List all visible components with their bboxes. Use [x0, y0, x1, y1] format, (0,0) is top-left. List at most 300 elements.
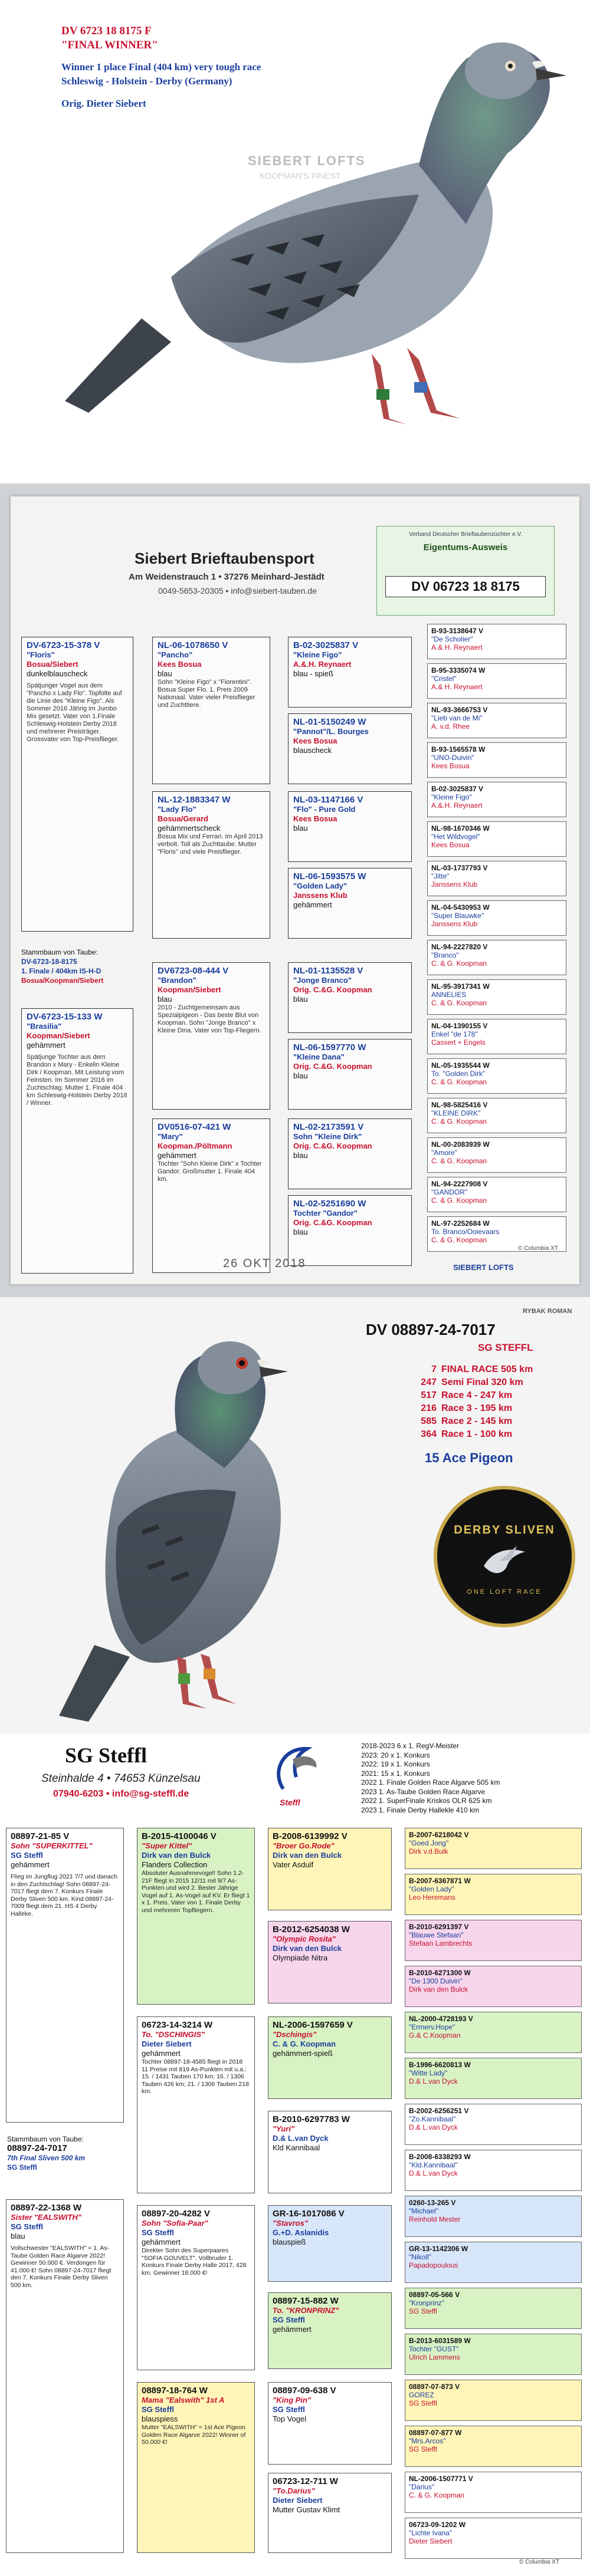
gggp-box: [427, 979, 566, 1015]
gp-name: "Brandon": [158, 976, 196, 985]
gp-box: [152, 962, 270, 1110]
ggp-color: gehämmert-spieß: [273, 2049, 333, 2058]
sire-owner: SG Steffl: [11, 1851, 43, 1860]
steffl-gp-box: [137, 2205, 255, 2370]
gggp-box: [427, 861, 566, 896]
achievement: 2023 1. Finale Derby Hallekle 410 km: [361, 1805, 480, 1814]
steffl-ggp-box: [268, 2111, 392, 2193]
gp-color: gehämmertscheck: [158, 824, 221, 833]
gggp-box: [427, 821, 566, 857]
ggp-box: [288, 962, 412, 1033]
gggp-name: "Kld.Kannibaal": [409, 2161, 458, 2169]
hero-ring: DV 6723 18 8175 F: [61, 25, 152, 37]
gggp-owner: C. & G. Koopman: [409, 2491, 465, 2499]
gggp-box: [427, 782, 566, 817]
gggp-name: "Lichte Ivana": [409, 2529, 453, 2537]
ggp-owner: Dieter Siebert: [273, 2496, 323, 2505]
dam-ring: 08897-22-1368 W: [11, 2203, 82, 2213]
steffl-copyright: © Columbia XT: [519, 2559, 559, 2565]
siebert-address: Am Weidenstrauch 1 • 37276 Meinhard-Jestädt: [129, 572, 324, 582]
ggp-name: "Yuri": [273, 2124, 295, 2133]
dam-text: Vollschwester "EALSWITH" = 1. As-Taube Golden Race Algarve 2022! Gewinner 50.000 €. Verdongen für 41.000 €! Sohn 08897-24-7017 fliegt den 7. Konkurs Finale Derby Sliven 500 km.: [11, 2245, 112, 2289]
gp-ring: NL-12-1883347 W: [158, 795, 231, 805]
dam-name: Sister "EALSWITH": [11, 2213, 81, 2222]
gggp-box: [427, 703, 566, 738]
ggp-color: blau - spieß: [293, 669, 333, 678]
gggp-name: "Mrs.Arcos": [409, 2437, 446, 2445]
badge-pigeon-icon: [481, 1544, 527, 1580]
gp-ring: B-2015-4100046 V: [142, 1831, 217, 1841]
gp-name: "Pancho": [158, 650, 193, 659]
gggp-box: [405, 2380, 582, 2421]
gp-owner: Koopman/Siebert: [158, 985, 221, 994]
gp-ring: DV6723-08-444 V: [158, 966, 229, 976]
siebert-title: Siebert Brieftaubensport: [135, 550, 314, 567]
gp-color: gehämmert: [142, 2049, 181, 2058]
gggp-box: [405, 2058, 582, 2099]
dam-name: "Brasilia": [27, 1022, 62, 1031]
ggp-box: [288, 713, 412, 784]
gp-text: 2010 - Zuchtgemeinsam aus Spezialpigeon - Das beste Blut von Koopman. Sohn "Jonge Branco" x Kleine Dina. Vater von Top-Fliegern.: [158, 1004, 261, 1034]
ggp-name: "To.Darius": [273, 2486, 315, 2495]
ggp-ring: 08897-15-882 W: [273, 2296, 339, 2306]
ggp-color: Olympiade Nitra: [273, 1953, 328, 1962]
gggp-box: [405, 1920, 582, 1961]
steffl-ggp-box: [268, 2205, 392, 2282]
gggp-ring: B-2007-6218042 V: [409, 1831, 469, 1839]
ggp-ring: B-02-3025837 V: [293, 640, 359, 650]
ggp-owner: Kees Bosua: [293, 814, 337, 823]
ggp-ring: NL-2006-1597659 V: [273, 2020, 353, 2030]
steffl-ggp-box: [268, 2292, 392, 2369]
gggp-ring: NL-94-2227820 V: [431, 943, 488, 951]
ggp-owner: A.&.H. Reynaert: [293, 660, 352, 669]
gggp-name: "KLEINE DIRK": [431, 1109, 481, 1117]
gggp-name: To. "Golden Dirk": [431, 1070, 486, 1078]
gggp-name: "UNO-Duivin": [431, 754, 474, 762]
achievement: 2023 1. As-Taube Golden Race Algarve: [361, 1787, 486, 1796]
gggp-ring: NL-05-1935544 W: [431, 1061, 490, 1070]
ggp-name: "Broer Go.Rode": [273, 1841, 335, 1850]
ggp-box: [288, 1039, 412, 1110]
ggp-color: Kld Kannibaal: [273, 2143, 320, 2152]
gp-ring: DV0516-07-421 W: [158, 1122, 231, 1132]
gp-owner: SG Steffl: [142, 2228, 174, 2237]
result-row: 585 Race 2 - 145 km: [421, 1416, 513, 1426]
steffl-gp-box: [137, 2382, 255, 2553]
ggp-name: Tochter "Gandor": [293, 1209, 358, 1218]
steffl-ggp-box: [268, 2382, 392, 2465]
result-row: 7 FINAL RACE 505 km: [431, 1364, 533, 1374]
gp-owner: Bosua/Gerard: [158, 814, 208, 823]
gggp-ring: 08897-05-566 V: [409, 2291, 460, 2299]
dam-box: [21, 1008, 133, 1274]
gggp-owner: A.&.H. Reynaert: [431, 801, 483, 810]
ggp-owner: Dirk van den Bulck: [273, 1944, 342, 1953]
sire-color: gehämmert: [11, 1860, 50, 1869]
ggp-owner: Dirk van den Bulck: [273, 1851, 342, 1860]
logo-text: Steffl: [280, 1798, 300, 1807]
gggp-name: ANNELIES: [431, 991, 467, 999]
gggp-ring: 08897-07-877 W: [409, 2429, 462, 2437]
gggp-ring: B-2010-6291397 V: [409, 1923, 469, 1931]
gp-ring: 08897-18-764 W: [142, 2386, 208, 2396]
ggp-name: "Flo" - Pure Gold: [293, 805, 356, 814]
card-header: Verband Deutscher Brieftaubenzüchter e.V.: [409, 531, 522, 538]
subject-block: [21, 948, 133, 985]
gggp-name: "Zo.Kannibaal": [409, 2115, 456, 2123]
ggp-ring: NL-01-5150249 W: [293, 717, 366, 727]
steffl-dam-box: [6, 2199, 124, 2553]
gggp-owner: SG Steffl: [409, 2445, 437, 2453]
ggp-box: [288, 1118, 412, 1189]
gp-text: Bosua Mix und Ferrari. Im April 2013 verbolt. Toll als Zuchttaube. Mutter "Floris" und viele Preisflieger.: [158, 833, 263, 856]
gggp-ring: B-1996-6620813 W: [409, 2061, 471, 2069]
ggp-owner: D.& L.van Dyck: [273, 2134, 329, 2143]
gggp-box: [405, 1828, 582, 1869]
pedigree-paper: [11, 496, 579, 1284]
achievement: 2022: 19 x 1. Konkurs: [361, 1760, 430, 1768]
result-row: 247 Semi Final 320 km: [421, 1377, 523, 1387]
gggp-box: [427, 900, 566, 936]
ggp-owner: Orig. C.&G. Koopman: [293, 1141, 372, 1150]
ggp-ring: B-2008-6139992 V: [273, 1831, 348, 1841]
ace-label: 15 Ace Pigeon: [425, 1450, 513, 1465]
gp-name: "Super Kittel": [142, 1841, 192, 1850]
gggp-ring: NL-2006-1507771 V: [409, 2475, 473, 2483]
ggp-ring: NL-01-1135528 V: [293, 966, 363, 976]
gggp-box: [405, 2518, 582, 2559]
ggp-color: blau: [293, 995, 308, 1004]
ggp-name: "Olympic Rosita": [273, 1935, 336, 1943]
gp-box: [152, 1118, 270, 1273]
subject-result: 1. Finale / 404km IS-H-D: [21, 967, 101, 975]
gggp-name: "Super Blauwke": [431, 912, 484, 920]
hero-line3: Orig. Dieter Siebert: [61, 98, 146, 109]
gggp-name: "Witte Lady": [409, 2069, 448, 2077]
gp-name: Sohn "Sofia-Paar": [142, 2219, 208, 2228]
gggp-owner: Papadopoulous: [409, 2261, 458, 2269]
gggp-box: [427, 663, 566, 699]
siebert-logo: SIEBERT LOFTS: [453, 1263, 514, 1272]
ggp-color: Vater Asduif: [273, 1860, 314, 1869]
gggp-box: [405, 2104, 582, 2145]
ggp-name: "Stavros": [273, 2219, 309, 2228]
ggp-color: blau: [293, 1228, 308, 1236]
gggp-ring: NL-03-1737793 V: [431, 864, 488, 872]
gggp-ring: NL-97-2252684 W: [431, 1219, 490, 1228]
ggp-color: blau: [293, 1071, 308, 1080]
ggp-ring: NL-02-5251690 W: [293, 1199, 366, 1209]
badge-title: DERBY SLIVEN: [454, 1524, 555, 1537]
gp-box: [152, 637, 270, 784]
gggp-name: "De 1300 Duivin": [409, 1977, 463, 1985]
gggp-name: GOREZ: [409, 2391, 434, 2399]
steffl-ggp-box: [268, 2016, 392, 2099]
ggp-owner: Janssens Klub: [293, 891, 348, 900]
ggp-owner: Orig. C.&G. Koopman: [293, 1062, 372, 1071]
steffl-logo-icon: [260, 1742, 330, 1795]
date-stamp: 26 OKT 2018: [223, 1257, 306, 1270]
gggp-ring: B-95-3335074 W: [431, 666, 486, 675]
gggp-ring: 0260-13-265 V: [409, 2199, 456, 2207]
dam-ring: DV-6723-15-133 W: [27, 1012, 103, 1022]
gggp-ring: NL-04-5430953 W: [431, 903, 490, 912]
hero-watermark: SIEBERT LOFTS: [248, 153, 366, 168]
gggp-owner: Leo Heremans: [409, 1893, 455, 1901]
gp-box: [152, 791, 270, 939]
gggp-box: [427, 940, 566, 975]
gggp-owner: C. & G. Koopman: [431, 1078, 487, 1086]
gggp-ring: B-93-3138647 V: [431, 627, 484, 635]
gggp-ring: NL-00-2083939 W: [431, 1140, 490, 1149]
ggp-color: blauscheck: [293, 746, 332, 755]
gggp-owner: Janssens Klub: [431, 920, 478, 928]
gggp-owner: SG Steffl: [409, 2307, 437, 2315]
ggp-owner: Orig. C.&G. Koopman: [293, 985, 372, 994]
gggp-name: "Michael": [409, 2207, 438, 2215]
gggp-box: [427, 742, 566, 778]
ggp-color: gehämmert: [293, 900, 332, 909]
gggp-name: "De Scholier": [431, 635, 473, 643]
gggp-owner: D.& L.van Dyck: [409, 2169, 458, 2177]
sire-owner: Bosua/Siebert: [27, 660, 78, 669]
siebert-contact: 0049-5653-20305 • info@siebert-tauben.de: [158, 586, 317, 596]
ggp-color: blauspieß: [273, 2238, 306, 2246]
badge-sub: ONE LOFT RACE: [467, 1588, 542, 1595]
hero-watermark-sub: KOOPMAN'S FINEST: [260, 171, 341, 180]
gggp-name: "Kleine Figo": [431, 793, 472, 801]
gggp-box: [427, 624, 566, 659]
gggp-ring: B-02-3025837 V: [431, 785, 484, 793]
subject-ring: 08897-24-7017: [7, 2143, 67, 2153]
gggp-name: "Lieb van de Mi": [431, 714, 483, 722]
steffl-ggp-box: [268, 1921, 392, 2003]
subject-result: 7th Final Sliven 500 km: [7, 2154, 86, 2162]
stammbaum-label: Stammbaum von Taube:: [7, 2135, 84, 2143]
gggp-owner: SG Steffl: [409, 2399, 437, 2407]
gggp-name: Tochter "GUST": [409, 2345, 459, 2353]
ggp-color: blau: [293, 824, 308, 833]
achievement: 2023: 20 x 1. Konkurs: [361, 1751, 430, 1759]
steffl-logo: [260, 1742, 330, 1807]
card-ring: DV 06723 18 8175: [385, 576, 546, 597]
gggp-ring: B-2007-6367871 W: [409, 1877, 471, 1885]
gp-ring: NL-06-1078650 V: [158, 640, 228, 650]
dam-text: Spätjunge Tochter aus dem Brandon x Mary - Enkelin Kleine Dirk / Koopman. Mit Leistung vom Feinsten. Im Sommer 2016 im Zuchtschlag. Mutter 1. Finale 404 km Schleswig-Holstein Derby 2018 / Winner.: [27, 1054, 127, 1107]
ggp-name: "Jonge Branco": [293, 976, 352, 985]
pigeon-illustration: [53, 12, 584, 472]
steffl-gp-box: [137, 1828, 255, 2005]
card-title: Eigentums-Ausweis: [423, 542, 508, 552]
gp-text: Sohn "Kleine Figo" x "Fiorentini". Bosua Super Flo. 1. Preis 2009 Nationaal. Vater vieler Preisflieger und Zuchttiere.: [158, 679, 255, 709]
gggp-ring: B-2010-6271300 W: [409, 1969, 471, 1977]
rybak-logo: RYBAK ROMAN: [523, 1308, 572, 1315]
gggp-owner: Reinhold Mester: [409, 2215, 461, 2223]
gp-text: Absoluter Ausnahmevogel! Sohn 1.2-21F fliegt in 2015 12/11 mit 9/7 As-Punkten und wird 2. Bester Jährige Vogel auf 1. As-Vogel auf KV. Er fliegt 1 x 1. Preis. Vater von 1. Finale Derby und mehreren Topfliegern.: [142, 1870, 250, 1914]
gggp-owner: A.& H. Reynaert: [431, 683, 483, 691]
ggp-box: [288, 868, 412, 939]
gggp-box: [427, 1098, 566, 1133]
ggp-name: Sohn "Kleine Dirk": [293, 1132, 362, 1141]
gggp-owner: Ulrich Lammens: [409, 2353, 460, 2361]
gggp-ring: B-2013-6031589 W: [409, 2337, 471, 2345]
steffl-ggp-box: [268, 2473, 392, 2553]
steffl-sire-box: [6, 1828, 124, 2123]
ggp-color: blau: [293, 1151, 308, 1160]
gggp-owner: Dirk van den Bulck: [409, 1985, 468, 1993]
ggp-color: gehämmert: [273, 2325, 312, 2334]
ggp-box: [288, 637, 412, 708]
ggp-box: [288, 1195, 412, 1266]
gggp-owner: C. & G. Koopman: [431, 1196, 487, 1205]
gp-color: gehämmert: [142, 2238, 181, 2246]
subject-ring: DV-6723-18-8175: [21, 958, 77, 966]
gggp-ring: NL-2000-4728193 V: [409, 2015, 473, 2023]
dam-color: gehämmert: [27, 1041, 65, 1050]
gggp-box: [405, 1874, 582, 1915]
steffl-address: Steinhalde 4 • 74653 Künzelsau: [41, 1772, 201, 1785]
steffl-ggp-box: [268, 1828, 392, 1910]
gggp-ring: NL-93-3666753 V: [431, 706, 488, 714]
sire-name: Sohn "SUPERKITTEL": [11, 1841, 93, 1850]
gggp-box: [405, 2472, 582, 2513]
gggp-name: "Branco": [431, 951, 459, 959]
ggp-name: "King Pin": [273, 2396, 312, 2404]
result-row: 216 Race 3 - 195 km: [421, 1403, 513, 1413]
gggp-ring: NL-95-3917341 W: [431, 982, 490, 991]
achievement: 2021: 15 x 1. Konkurs: [361, 1769, 430, 1778]
gggp-name: "Amore": [431, 1149, 457, 1157]
gggp-name: "Blauwe Stefaan": [409, 1931, 464, 1939]
results-list: [413, 1363, 578, 1441]
gp-color: gehämmert: [158, 1151, 196, 1160]
gggp-name: "Ermerv.Hope": [409, 2023, 455, 2031]
gp-text: Tochter 08897-18-4585 fliegt in 2018 11 Preise mit 819 As-Punkten mit u.a.: 15. / 1431 Tauben 170 km; 16. / 1306 Tauben 426 km; 21. / 1306 Tauben 218 km.: [142, 2058, 249, 2095]
gggp-name: "Cristel": [431, 675, 457, 683]
gggp-box: [405, 2242, 582, 2283]
ggp-owner: G.+D. Aslanidis: [273, 2228, 329, 2237]
ggp-name: "Kleine Figo": [293, 650, 342, 659]
gggp-owner: Janssens Klub: [431, 880, 478, 889]
gggp-owner: Cassert + Engels: [431, 1038, 486, 1047]
gp-text: Direkter Sohn des Superpaares "SOFIA GOUVELT". Vollbruder 1. Konkurs Finale Derby Halle 2017, 428 km. Gewinner 18.000 €!: [142, 2247, 247, 2276]
ggp-color: Mutter Gustav Klimt: [273, 2505, 340, 2514]
gggp-owner: C. & G. Koopman: [431, 1117, 487, 1126]
gggp-name: "Goed Jong": [409, 1839, 449, 1847]
ggp-owner: Orig. C.&G. Koopman: [293, 1218, 372, 1227]
gp-owner: Koopman./Pöltmann: [158, 1141, 232, 1150]
gggp-owner: C. & G. Koopman: [431, 999, 487, 1007]
ggp-ring: NL-02-2173591 V: [293, 1122, 364, 1132]
subject-owner: Bosua/Koopman/Siebert: [21, 976, 104, 985]
sire-ring: DV-6723-15-378 V: [27, 640, 100, 650]
gggp-owner: A.& H. Reynaert: [431, 643, 483, 652]
gggp-name: "Kronprinz": [409, 2299, 444, 2307]
gggp-name: "Nikoll": [409, 2253, 431, 2261]
gggp-ring: NL-98-5825416 V: [431, 1101, 488, 1109]
hero-section: [0, 0, 590, 483]
steffl-ring: DV 08897-24-7017: [366, 1321, 496, 1338]
gp-ring: 06723-14-3214 W: [142, 2020, 213, 2030]
gggp-owner: Stefaan Lambrechts: [409, 1939, 473, 1947]
achievements-list: [361, 1742, 585, 1815]
achievement: 2022 1. Finale Golden Race Algarve 505 km: [361, 1778, 500, 1787]
result-row: 517 Race 4 - 247 km: [421, 1390, 513, 1400]
gggp-name: "Jitte": [431, 872, 450, 880]
ggp-owner: SG Steffl: [273, 2405, 305, 2414]
ggp-ring: NL-06-1597770 W: [293, 1042, 366, 1052]
hero-line2: Schleswig - Holstein - Derby (Germany): [61, 75, 232, 87]
gggp-name: To. Branco/Ooievaars: [431, 1228, 500, 1236]
dam-owner: SG Steffl: [11, 2222, 43, 2231]
gggp-ring: B-93-1565578 W: [431, 745, 486, 754]
gp-owner: Dirk van den Bulck: [142, 1851, 211, 1860]
ggp-ring: NL-06-1593575 W: [293, 871, 366, 881]
pigeon-photo: [24, 1315, 354, 1728]
gggp-owner: D.& L.van Dyck: [409, 2077, 458, 2085]
gggp-owner: D.& L.van Dyck: [409, 2123, 458, 2131]
gggp-name: Enkel "de 178": [431, 1030, 478, 1038]
gggp-box: [427, 1058, 566, 1094]
hero-line1: Winner 1 place Final (404 km) very tough race: [61, 61, 261, 73]
gggp-ring: NL-98-1670346 W: [431, 824, 490, 833]
gggp-name: "Het Wildvogel": [431, 833, 480, 841]
ggp-ring: NL-03-1147166 V: [293, 795, 363, 805]
sire-text: Flieg im Jungflug 2021 7/7 und danach in den Zuchtschlag! Sohn 08897-24-7017 fliegt dem 7. Konkurs Finale Derby Sliven 500 km. Kind 08897-24-7009 fliegt dem 21. HS 4 Derby Halleke.: [11, 1873, 117, 1917]
ggp-ring: B-2010-6297783 W: [273, 2114, 350, 2124]
gggp-owner: Kees Bosua: [431, 762, 470, 770]
ggp-name: "Kleine Dana": [293, 1052, 345, 1061]
result-row: 364 Race 1 - 100 km: [421, 1429, 513, 1439]
gggp-box: [405, 2150, 582, 2191]
gp-color: blauspiess: [142, 2414, 178, 2423]
ggp-ring: 06723-12-711 W: [273, 2476, 338, 2486]
sire-ring: 08897-21-85 V: [11, 1831, 70, 1841]
gggp-ring: NL-94-2227908 V: [431, 1180, 488, 1188]
gggp-box: [405, 2012, 582, 2053]
achievement: 2018-2023 6 x 1. RegV-Meister: [361, 1742, 460, 1750]
gggp-box: [405, 2196, 582, 2237]
ggp-ring: 08897-09-638 V: [273, 2386, 336, 2396]
ggp-owner: C. & G. Koopman: [273, 2039, 336, 2048]
ggp-box: [288, 791, 412, 862]
gp-owner: Kees Bosua: [158, 660, 202, 669]
stammbaum-label: Stammbaum von Taube:: [21, 948, 98, 956]
gp-ring: 08897-20-4282 V: [142, 2209, 210, 2219]
gp-color: blau: [158, 669, 172, 678]
gp-color: Flanders Collection: [142, 1860, 208, 1869]
ggp-name: To. "KRONPRINZ": [273, 2306, 339, 2315]
ggp-owner: SG Steffl: [273, 2315, 305, 2324]
gggp-name: "Darius": [409, 2483, 435, 2491]
steffl-contact: 07940-6203 • info@sg-steffl.de: [53, 1789, 189, 1799]
dam-owner: Koopman/Siebert: [27, 1031, 90, 1040]
hero-nickname: "FINAL WINNER": [61, 39, 158, 51]
steffl-hero-section: [0, 1297, 590, 1733]
ownership-card: [376, 526, 555, 616]
gggp-ring: NL-04-1390155 V: [431, 1022, 488, 1030]
gggp-box: [405, 2288, 582, 2329]
gggp-ring: B-2002-6256251 V: [409, 2107, 469, 2115]
sire-name: "Floris": [27, 650, 55, 659]
gp-color: blau: [158, 995, 172, 1004]
ggp-ring: B-2012-6254038 W: [273, 1924, 350, 1935]
gggp-owner: C. & G. Koopman: [431, 1157, 487, 1165]
gggp-owner: Dieter Siebert: [409, 2537, 453, 2545]
sire-color: dunkelblauscheck: [27, 669, 88, 678]
gggp-owner: Dirk v.d.Bulk: [409, 1847, 448, 1855]
